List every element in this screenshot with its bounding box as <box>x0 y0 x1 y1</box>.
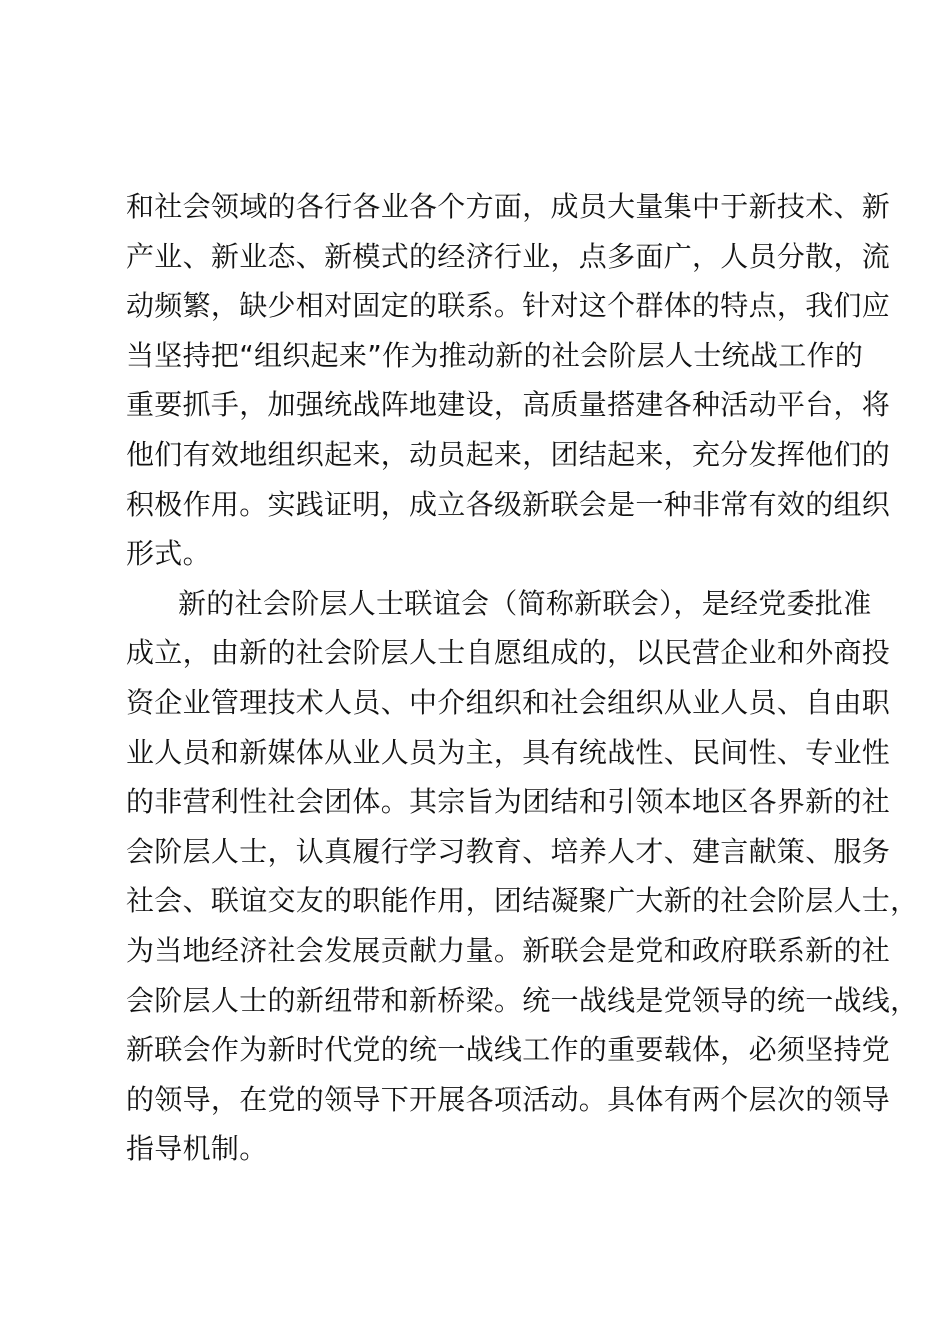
text-line: 积极作用。实践证明，成立各级新联会是一种非常有效的组织 <box>126 487 891 521</box>
text-line: 产业、新业态、新模式的经济行业，点多面广，人员分散，流 <box>126 239 891 273</box>
text-line: 他们有效地组织起来，动员起来，团结起来，充分发挥他们的 <box>126 437 891 471</box>
text-line: 当坚持把“组织起来”作为推动新的社会阶层人士统战工作的 <box>126 338 864 372</box>
text-line: 和社会领域的各行各业各个方面，成员大量集中于新技术、新 <box>126 190 891 223</box>
text-line: 的领导，在党的领导下开展各项活动。具体有两个层次的领导 <box>126 1082 891 1116</box>
text-line: 动频繁，缺少相对固定的联系。针对这个群体的特点，我们应 <box>126 289 891 323</box>
paragraph-1 <box>126 182 891 579</box>
document-body <box>126 182 919 1174</box>
text-line: 社会、联谊交友的职能作用，团结凝聚广大新的社会阶层人士， <box>126 884 919 918</box>
text-line: 新联会作为新时代党的统一战线工作的重要载体，必须坚持党 <box>126 1033 891 1067</box>
text-line-last: 形式。 <box>126 537 211 571</box>
text-line: 会阶层人士，认真履行学习教育、培养人才、建言献策、服务 <box>126 834 891 868</box>
text-line: 会阶层人士的新纽带和新桥梁。统一战线是党领导的统一战线， <box>126 983 919 1017</box>
text-line: 业人员和新媒体从业人员为主，具有统战性、民间性、专业性 <box>126 735 891 769</box>
text-line: 的非营利性社会团体。其宗旨为团结和引领本地区各界新的社 <box>126 785 891 819</box>
text-line: 重要抓手，加强统战阵地建设，高质量搭建各种活动平台，将 <box>126 388 891 422</box>
text-line: 为当地经济社会发展贡献力量。新联会是党和政府联系新的社 <box>126 933 891 967</box>
text-line: 资企业管理技术人员、中介组织和社会组织从业人员、自由职 <box>126 685 891 719</box>
text-line: 成立，由新的社会阶层人士自愿组成的，以民营企业和外商投 <box>126 636 891 670</box>
text-line-first: 新的社会阶层人士联谊会（简称新联会），是经党委批准 <box>178 586 872 620</box>
text-line-last: 指导机制。 <box>126 1132 268 1166</box>
paragraph-2 <box>126 579 919 1174</box>
